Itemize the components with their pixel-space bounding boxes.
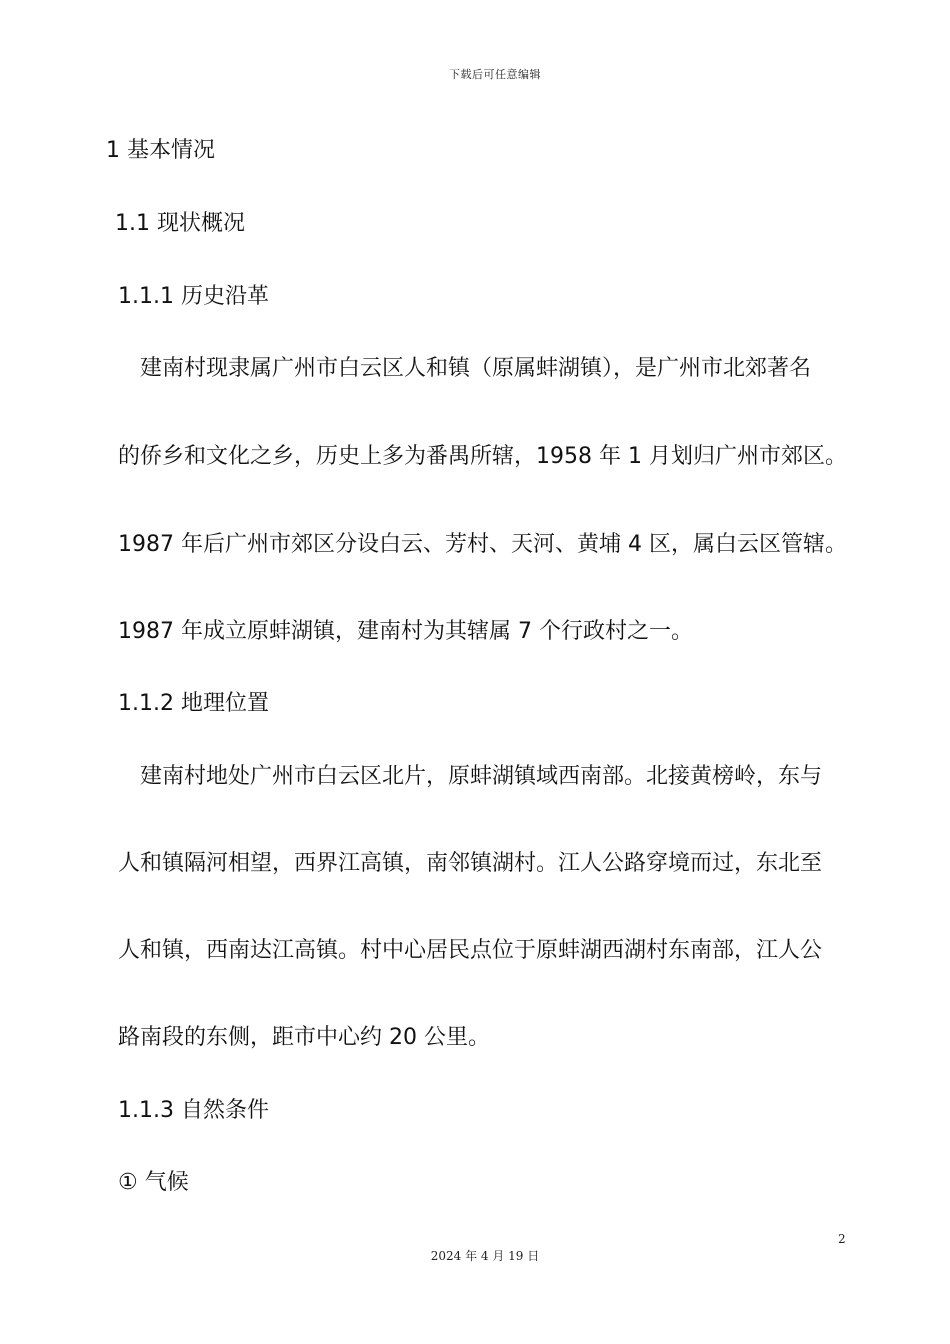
page-number: 2 [838,1232,846,1246]
history-paragraph-line: 1987 年成立原蚌湖镇，建南村为其辖属 7 个行政村之一。 [118,619,693,644]
location-paragraph-line: 路南段的东侧，距市中心约 20 公里。 [118,1025,490,1050]
section-heading-basic-info: 1 基本情况 [106,138,215,163]
subsubsection-heading-natural-conditions: 1.1.3 自然条件 [118,1098,269,1123]
history-paragraph-line: 建南村现隶属广州市白云区人和镇（原属蚌湖镇），是广州市北郊著名 [140,356,812,381]
header-note: 下载后可任意编辑 [449,68,541,81]
list-item-climate: ① 气候 [118,1170,189,1195]
footer-date: 2024 年 4 月 19 日 [430,1249,540,1263]
location-paragraph-line: 人和镇，西南达江高镇。村中心居民点位于原蚌湖西湖村东南部，江人公 [118,938,823,963]
history-paragraph-line: 1987 年后广州市郊区分设白云、芳村、天河、黄埔 4 区，属白云区管辖。 [118,532,847,557]
location-paragraph-line: 建南村地处广州市白云区北片，原蚌湖镇域西南部。北接黄榜岭，东与 [140,764,823,789]
subsubsection-heading-location: 1.1.2 地理位置 [118,691,269,716]
subsection-heading-status-overview: 1.1 现状概况 [115,211,245,236]
subsubsection-heading-history: 1.1.1 历史沿革 [118,284,269,309]
location-paragraph-line: 人和镇隔河相望，西界江高镇，南邻镇湖村。江人公路穿境而过，东北至 [118,851,823,876]
history-paragraph-line: 的侨乡和文化之乡，历史上多为番禺所辖，1958 年 1 月划归广州市郊区。 [118,444,847,469]
